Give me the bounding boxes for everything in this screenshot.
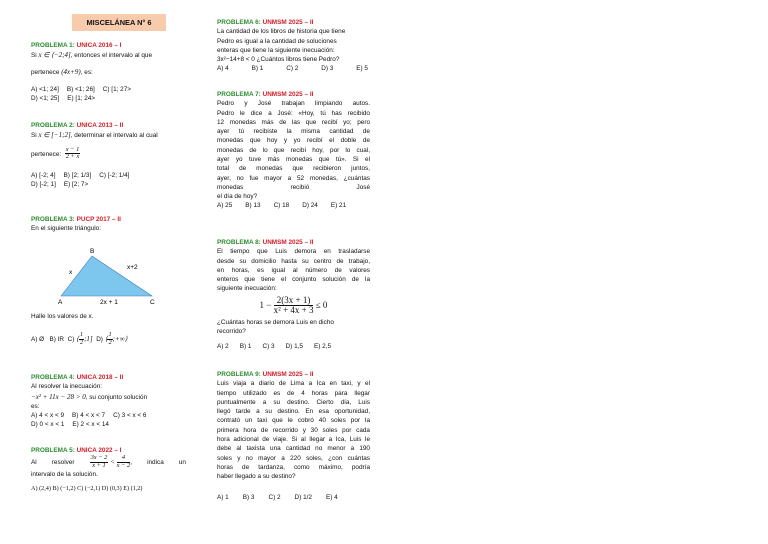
problem-text (217, 379, 370, 481)
problem-question: recorrido? (217, 327, 246, 335)
left-column (31, 0, 186, 544)
problem-source: UNMSM 2025 – II (262, 371, 314, 378)
problem-label: PROBLEMA 9: (217, 371, 261, 378)
options-row: D) [-2; 1] E) [2; 7> (31, 181, 89, 189)
problem-header (31, 215, 186, 224)
options-row: A) 1 B) 3 C) 2 D) 1/2 E) 4 (217, 494, 338, 502)
problem-text: Si x ∈ [−1;2], determinar el intervalo al cual (31, 131, 158, 140)
problem-text: pertenece: $\frac{x - 1}{2 + x}$ (31, 145, 80, 161)
options-row: A) 25 B) 13 C) 18 D) 24 E) 21 (217, 202, 347, 210)
options-row: A) 4 < x < 9 B) 4 < x < 7 C) 3 < x < 6 (31, 412, 147, 420)
text-line: 12 monedas más de las que recibí yo; pero (217, 118, 370, 126)
problem-4 (31, 373, 186, 430)
problem-source: UNICA 2018 – II (76, 374, 124, 381)
text-line: soles y no mayor a 220 soles, ¿con cuántas (217, 454, 370, 462)
problem-6 (217, 18, 370, 74)
options-row: A) 4 B) 1 C) 2 D) 3 E) 5 (217, 65, 368, 73)
problem-header (31, 41, 186, 50)
problem-1 (31, 41, 186, 103)
problem-text: La cantidad de los libros de historia que tiene (217, 28, 346, 36)
vertex-b-label: B (90, 247, 95, 255)
text-line: desde su domicilio hasta su centro de trabajo, (217, 257, 370, 265)
problem-text: 3x²−14+8 < 0 ¿Cuántos libros tiene Pedro? (217, 56, 340, 64)
side-bc-label: x+2 (127, 263, 138, 271)
vertex-c-label: C (150, 298, 155, 304)
text-line: monedas recibió José (217, 183, 370, 191)
problem-text: intervalo de la solución. (31, 470, 98, 478)
text-line: monedas de lo que recibí hoy, por lo cual, (217, 146, 370, 154)
text-line: debe al taxista una cantidad no menor a 190 (217, 445, 370, 453)
text-line: haber llegado a su destino? (217, 473, 296, 481)
problem-text: En el siguiente triángulo: (31, 225, 101, 233)
problem-text: enteras que tiene la siguiente inecuación: (217, 46, 335, 54)
text-line: tiempo utilizado es de 4 horas para llegar (217, 389, 370, 397)
text-line: primera hora de recorrido y 30 soles por cada (217, 426, 370, 434)
text-line: hora adicional de viaje. Si al llegar a Ica, Luis le (217, 435, 370, 443)
problem-source: UNMSM 2025 – II (262, 239, 314, 246)
problem-text (217, 247, 370, 293)
text-line: ayer tú recibiste la misma cantidad de (217, 128, 370, 136)
problem-label: PROBLEMA 1: (31, 42, 75, 49)
problem-label: PROBLEMA 2: (31, 122, 75, 129)
problem-7 (217, 90, 370, 211)
text-line: ayer, no fue mayor a 52 monedas, ¿cuántas (217, 174, 370, 182)
text-line: siguiente inecuación: (217, 285, 277, 293)
problem-label: PROBLEMA 5: (31, 447, 75, 454)
problem-question: Halle los valores de x. (31, 312, 94, 320)
text-line: enteros que tiene el conjunto solución de la (217, 276, 370, 284)
problem-3 (31, 215, 186, 346)
fraction: $\frac{x - 1}{2 + x}$ (65, 145, 80, 161)
right-column (217, 0, 370, 544)
problem-header (217, 238, 370, 247)
problem-9 (217, 370, 370, 503)
problem-text: pertenece (4x+9), es: (31, 67, 93, 76)
text-line: Pedro y José trabajan limpiando autos. (217, 100, 370, 108)
problem-2 (31, 121, 186, 190)
problem-header (217, 18, 370, 27)
problem-source: UNICA 2013 – II (76, 122, 124, 129)
problem-source: UNMSM 2025 – II (262, 19, 314, 26)
problem-text (217, 99, 370, 201)
options-row: A) <1; 24] B) <1; 26] C) [1; 27> (31, 85, 132, 93)
vertex-a-label: A (58, 298, 63, 304)
page-title: MISCELÁNEA N° 6 (72, 14, 166, 31)
text-line: monedas que hoy y yo recibí el doble de (217, 137, 370, 145)
problem-label: PROBLEMA 6: (217, 19, 261, 26)
triangle-shape (61, 256, 152, 296)
triangle-diagram (31, 234, 186, 304)
side-ab-label: x (69, 268, 73, 276)
problem-text: es: (31, 402, 40, 410)
problem-source: UNMSM 2025 – II (262, 91, 314, 98)
text-line: puntualmente a su destino. Cierto día, Luis (217, 398, 370, 406)
options-row: A) [-2; 4] B) [2; 1/3] C) [-2; 1/4] (31, 172, 130, 179)
options-row: D) <1; 25] E) [1; 24> (31, 95, 96, 103)
problem-text: Pedro es igual a la cantidad de soluciones (217, 37, 337, 45)
text-line: Luis viaja a diario de Lima a Ica en taxi, y el (217, 380, 370, 388)
text-line: Pedro le dice a José: «Hoy, tú has recibido (217, 109, 370, 117)
problem-header (217, 90, 370, 99)
options-row: A) 2 B) 1 C) 3 D) 1,5 E) 2,5 (217, 343, 332, 351)
options-row: A) Ø B) IR C) ⟨ $\frac{1}{2}$ ;1] D) ⟨ $\frac{1}{2}$ ;+∞⟩ (31, 330, 128, 346)
problem-text: Al resolver $\frac{3x - 2}{x + 1}$ < $\frac{4}{x - 2}$ , indica un (31, 454, 186, 469)
problem-5 (31, 446, 186, 494)
text-line: ayer yo tuve más monedas que tú». Si el (217, 155, 370, 163)
problem-question: ¿Cuántas horas se demora Luis en dicho (217, 318, 334, 326)
problem-source: UNICA 2022 – I (76, 447, 122, 454)
problem-header (31, 121, 186, 130)
problem-text: −x² + 11x − 28 > 0, su conjunto solución (31, 392, 148, 401)
problem-text: Al resolver la inecuación: (31, 383, 103, 391)
text-line: contrató un taxi que le cobró 40 soles por la (217, 417, 370, 425)
text-line: en horas, es igual al número de valores (217, 266, 370, 274)
text-line: el día de hoy? (217, 193, 258, 201)
problem-source: UNICA 2016 – I (76, 42, 122, 49)
options-row: D) 0 < x < 1 E) 2 < x < 14 (31, 421, 109, 429)
inequation: 1 − $\frac{2(3x + 1)}{\text{x² + 4x + 3}}$ ≤ 0 (259, 294, 328, 316)
problem-header (31, 446, 186, 455)
text-line: El tiempo que Luis demora en trasladarse (217, 248, 370, 256)
problem-label: PROBLEMA 7: (217, 91, 261, 98)
problem-header (217, 370, 370, 379)
problem-text: Si x ∈ ⟨−2;4], entonces el intervalo al que (31, 51, 153, 60)
text-line: horas de tardanza, como máximo, podría (217, 463, 370, 471)
options-row: A) (2,4) B) (−1,2) C) (−2,1) D) (0,3) E) (1,2) (31, 485, 143, 492)
side-ac-label: 2x + 1 (100, 298, 118, 304)
text-line: total de monedas que recibieron juntos, (217, 165, 370, 173)
text-line: llegó tarde a su destino. En esa oportunidad, (217, 408, 370, 416)
problem-label: PROBLEMA 8: (217, 239, 261, 246)
problem-label: PROBLEMA 4: (31, 374, 75, 381)
problem-8 (217, 238, 370, 351)
problem-label: PROBLEMA 3: (31, 216, 75, 223)
problem-source: PUCP 2017 – II (76, 216, 121, 223)
problem-header (31, 373, 186, 382)
